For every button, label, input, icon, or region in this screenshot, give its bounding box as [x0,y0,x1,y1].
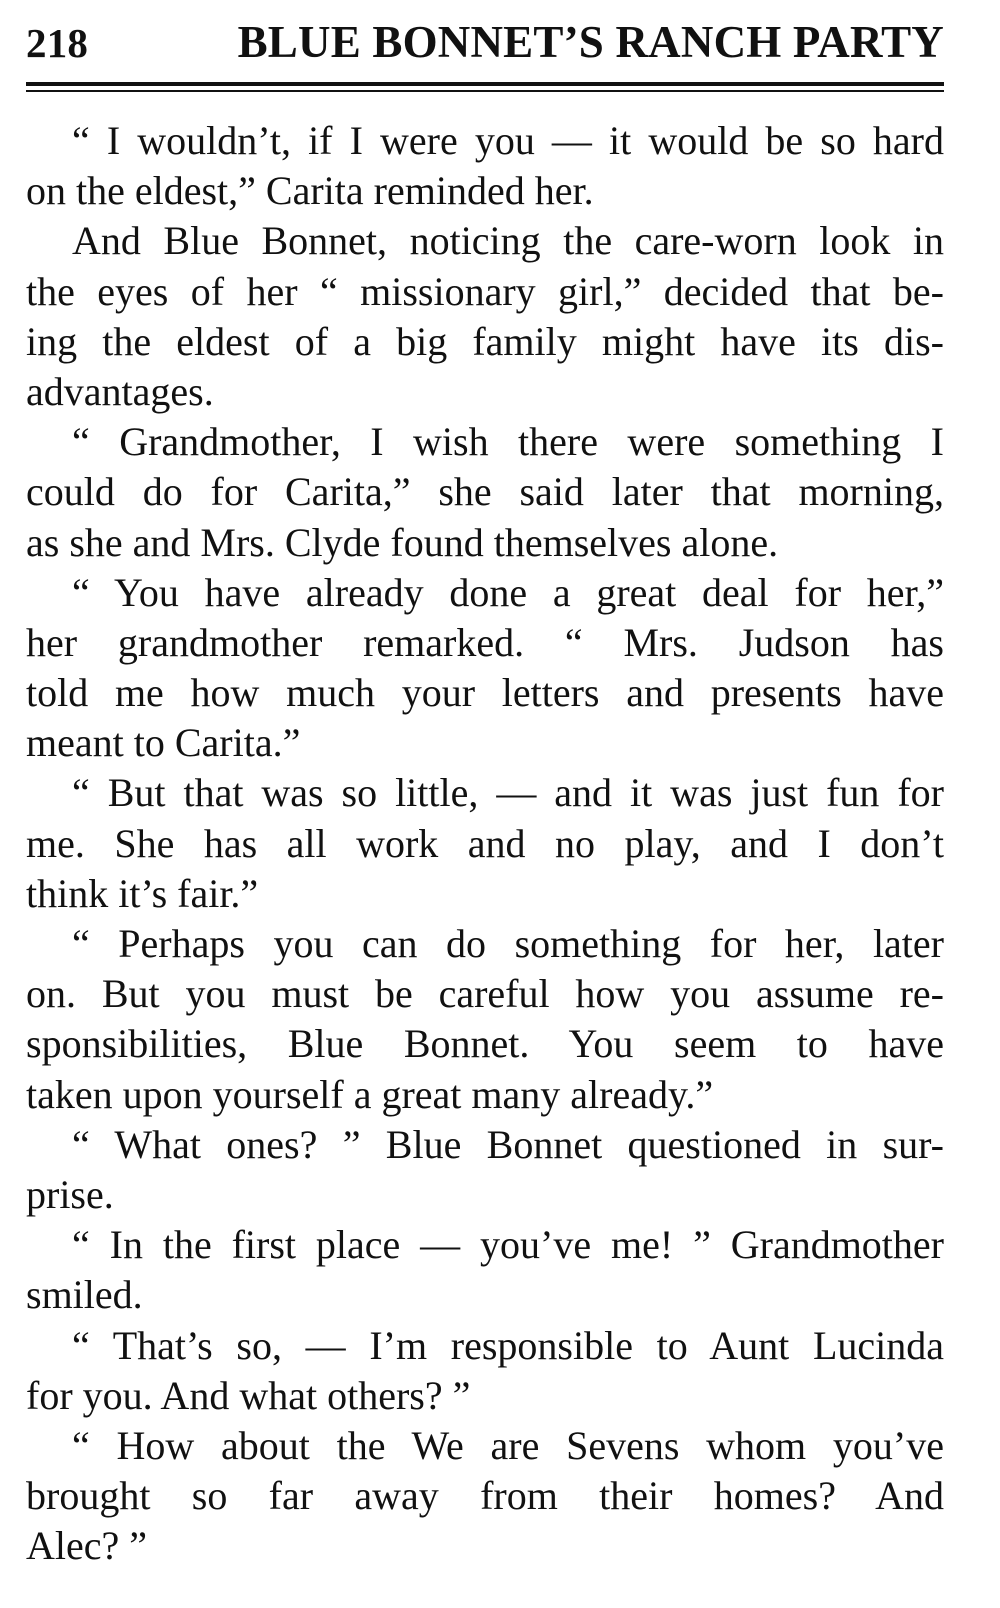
text-line: on the eldest,” Carita reminded her. [26,168,594,214]
text-line: ing the eldest of a big family might have its dis- [26,318,944,364]
text-line: “ How about the We are Sevens whom you’ve [72,1422,944,1468]
body-text [26,116,944,1571]
text-line: on. But you must be careful how you assume re- [26,971,944,1017]
text-line: “ You have already done a great deal for her,” [72,569,944,615]
text-line: her grandmother remarked. “ Mrs. Judson has [26,619,944,665]
running-head [26,14,944,70]
text-line: for you. And what others? ” [26,1372,471,1418]
text-line: prise. [26,1171,114,1217]
text-line: taken upon yourself a great many already.” [26,1071,714,1117]
text-line: told me how much your letters and presents have [26,670,944,716]
header-rule-thin [26,90,944,92]
text-line: smiled. [26,1272,143,1318]
text-line: sponsibilities, Blue Bonnet. You seem to have [26,1021,944,1067]
text-line: think it’s fair.” [26,870,259,916]
text-line: “ In the first place — you’ve me! ” Grandmother [72,1222,944,1268]
text-line: “ That’s so, — I’m responsible to Aunt Lucinda [72,1322,944,1368]
text-line: “ I wouldn’t, if I were you — it would be so hard [72,118,944,163]
text-line: brought so far away from their homes? And [26,1473,944,1519]
text-line: “ Perhaps you can do something for her, later [72,921,944,966]
text-line: “ Grandmother, I wish there were something I [72,419,944,465]
text-line: Alec? ” [26,1523,148,1569]
text-line: meant to Carita.” [26,720,301,766]
text-line: advantages. [26,368,214,414]
running-head-title: BLUE BONNET’S RANCH PARTY [237,17,944,67]
text-line: me. She has all work and no play, and I don’t [26,820,944,866]
header-rule-thick [26,82,944,86]
text-line: “ But that was so little, — and it was just fun for [72,770,944,816]
text-line: as she and Mrs. Clyde found themselves alone. [26,519,779,565]
page-number: 218 [26,20,89,66]
text-line: “ What ones? ” Blue Bonnet questioned in sur- [72,1121,944,1167]
text-line: could do for Carita,” she said later that morning, [26,469,944,515]
text-line: And Blue Bonnet, noticing the care-worn look in [72,218,944,264]
text-line: the eyes of her “ missionary girl,” decided that be- [26,268,944,314]
